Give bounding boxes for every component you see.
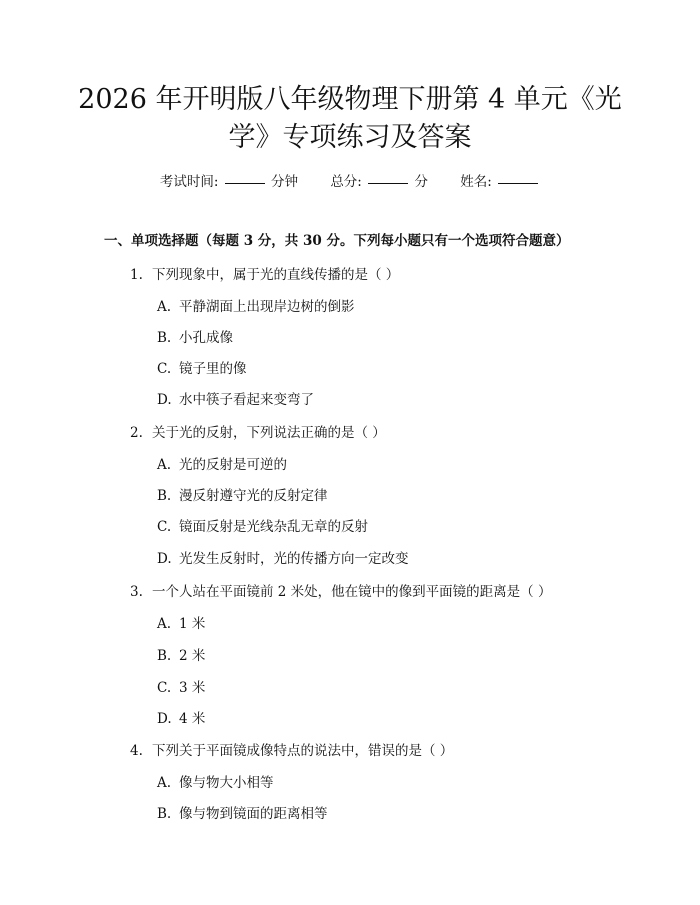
question-2-option-d xyxy=(157,547,409,567)
question-1-option-d xyxy=(157,388,314,408)
exam-time-field xyxy=(160,174,302,190)
question-1 xyxy=(130,263,399,283)
option-letter: D. xyxy=(157,551,172,567)
option-text: 水中筷子看起来变弯了 xyxy=(179,392,314,408)
option-text: 小孔成像 xyxy=(179,330,233,346)
question-3 xyxy=(130,580,551,600)
option-letter: A. xyxy=(157,457,172,473)
question-text: 关于光的反射，下列说法正确的是（ ） xyxy=(152,425,386,441)
document-title-line-1: 2026 年开明版八年级物理下册第 4 单元《光 xyxy=(78,84,622,115)
document-title-line-2: 学》专项练习及答案 xyxy=(228,122,472,153)
question-number: 3. xyxy=(130,584,143,600)
option-text: 漫反射遵守光的反射定律 xyxy=(179,488,328,504)
exam-time-unit: 分钟 xyxy=(271,174,299,190)
section-title-single-choice: 一、单项选择题（每题 3 分，共 30 分。下列每小题只有一个选项符合题意） xyxy=(104,233,570,249)
question-3-option-a xyxy=(157,612,205,632)
option-text: 3 米 xyxy=(179,680,206,696)
option-text: 像与物到镜面的距离相等 xyxy=(179,806,328,822)
exam-time-blank xyxy=(225,183,265,184)
total-score-label: 总分: xyxy=(330,174,362,190)
option-letter: C. xyxy=(157,680,172,696)
question-3-option-d xyxy=(157,707,205,727)
question-4 xyxy=(130,739,453,759)
question-number: 2. xyxy=(130,425,143,441)
option-text: 2 米 xyxy=(179,648,206,664)
option-letter: B. xyxy=(157,806,172,822)
student-name-field xyxy=(460,174,540,190)
total-score-blank xyxy=(368,183,408,184)
question-text: 一个人站在平面镜前 2 米处，他在镜中的像到平面镜的距离是（ ） xyxy=(152,584,552,600)
option-letter: A. xyxy=(157,299,172,315)
question-2-option-a xyxy=(157,453,287,473)
question-2-option-c xyxy=(157,515,368,535)
question-number: 1. xyxy=(130,267,143,283)
option-letter: A. xyxy=(157,775,172,791)
exam-time-label: 考试时间: xyxy=(159,174,219,190)
question-text: 下列关于平面镜成像特点的说法中，错误的是（ ） xyxy=(152,743,454,759)
option-text: 光发生反射时，光的传播方向一定改变 xyxy=(179,551,409,567)
question-2 xyxy=(130,421,386,441)
option-letter: B. xyxy=(157,648,172,664)
question-text: 下列现象中，属于光的直线传播的是（ ） xyxy=(152,267,400,283)
question-number: 4. xyxy=(130,743,143,759)
student-name-label: 姓名: xyxy=(460,174,492,190)
question-1-option-c xyxy=(157,357,247,377)
option-text: 镜面反射是光线杂乱无章的反射 xyxy=(179,519,368,535)
option-letter: B. xyxy=(157,488,172,504)
option-letter: A. xyxy=(157,616,172,632)
question-3-option-c xyxy=(157,676,205,696)
option-letter: D. xyxy=(157,711,172,727)
question-4-option-b xyxy=(157,802,328,822)
question-1-option-b xyxy=(157,326,233,346)
student-name-blank xyxy=(498,183,538,184)
option-text: 镜子里的像 xyxy=(179,361,247,377)
option-text: 4 米 xyxy=(179,711,206,727)
exam-info-line xyxy=(0,170,700,190)
option-text: 像与物大小相等 xyxy=(179,775,274,791)
total-score-field xyxy=(330,174,432,190)
option-text: 平静湖面上出现岸边树的倒影 xyxy=(179,299,355,315)
option-letter: C. xyxy=(157,519,172,535)
option-letter: C. xyxy=(157,361,172,377)
option-letter: D. xyxy=(157,392,172,408)
question-3-option-b xyxy=(157,644,205,664)
option-text: 1 米 xyxy=(179,616,206,632)
question-4-option-a xyxy=(157,771,274,791)
option-letter: B. xyxy=(157,330,172,346)
question-2-option-b xyxy=(157,484,328,504)
question-1-option-a xyxy=(157,295,355,315)
total-score-unit: 分 xyxy=(414,174,428,190)
option-text: 光的反射是可逆的 xyxy=(179,457,287,473)
